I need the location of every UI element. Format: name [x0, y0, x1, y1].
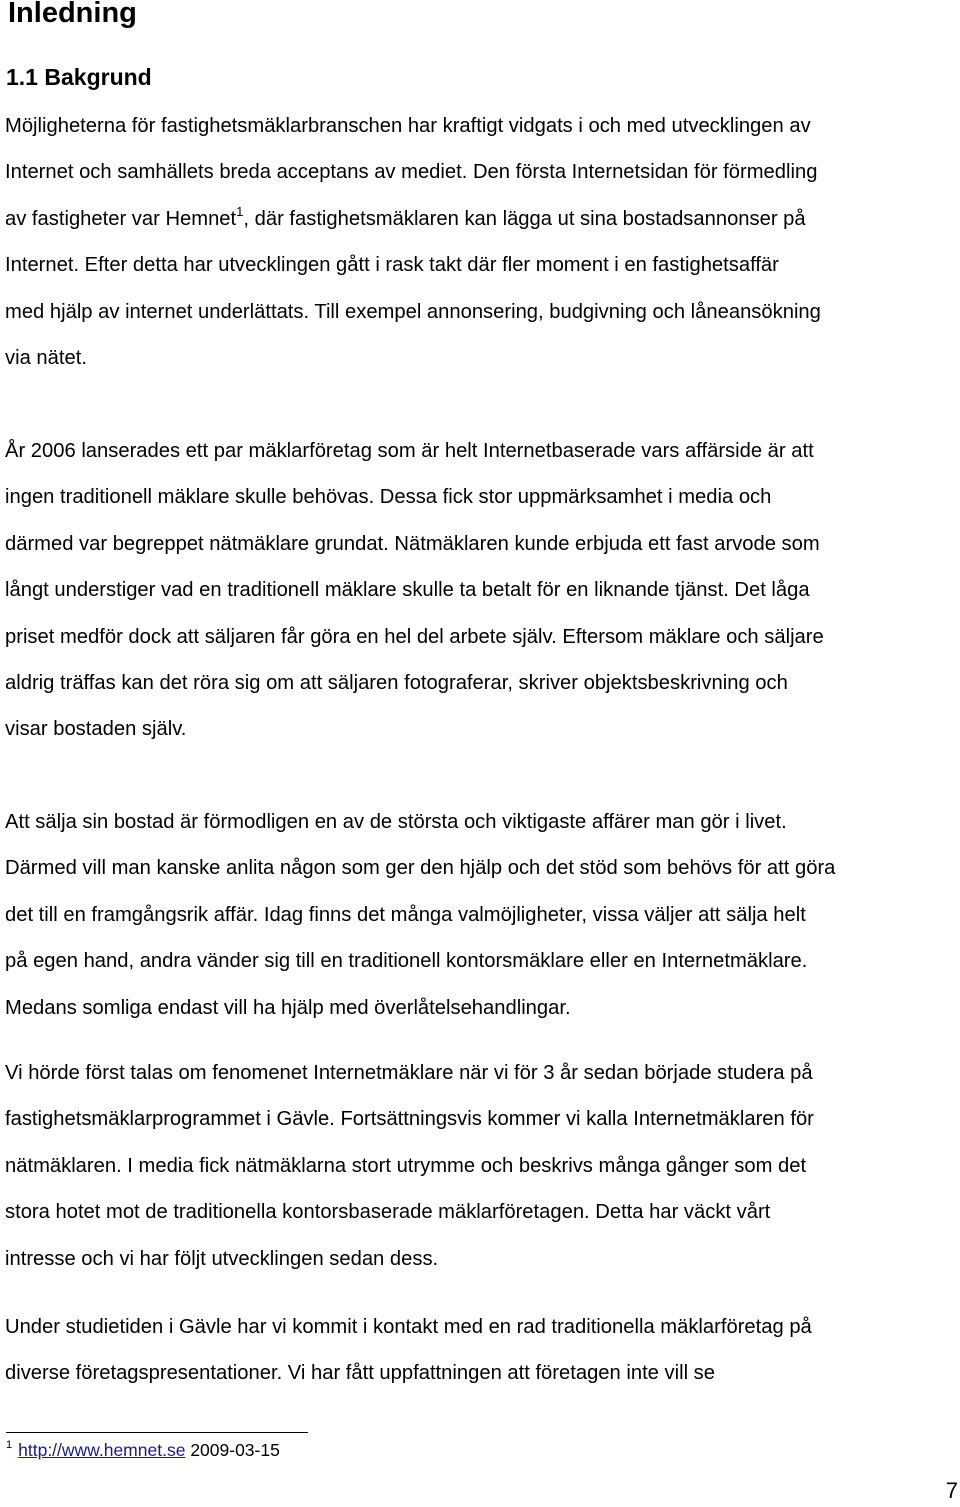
text-line: med hjälp av internet underlättats. Till exempel annonsering, budgivning och låneansökning — [5, 300, 821, 323]
text-line: Därmed vill man kanske anlita någon som ger den hjälp och det stöd som behövs för att göra — [5, 857, 836, 880]
text-line: aldrig träffas kan det röra sig om att säljaren fotograferar, skriver objektsbeskrivning och — [5, 671, 788, 694]
text-line: Att sälja sin bostad är förmodligen en av de största och viktigaste affärer man gör i livet. — [5, 811, 787, 833]
footnote-separator — [6, 1432, 308, 1433]
text-line: Vi hörde först talas om fenomenet Internetmäklare när vi för 3 år sedan började studera på — [5, 1062, 813, 1084]
text-line: ingen traditionell mäklare skulle behövas. Dessa fick stor uppmärksamhet i media och — [5, 486, 772, 509]
text-line: därmed var begreppet nätmäklare grundat. Nätmäklaren kunde erbjuda ett fast arvode som — [5, 532, 820, 555]
paragraph-background-5 — [5, 1304, 957, 1397]
text-line: Möjligheterna för fastighetsmäklarbranschen har kraftigt vidgats i och med utvecklingen av — [5, 115, 811, 137]
footnote-number: 1 — [6, 1439, 13, 1451]
text-line: intresse och vi har följt utvecklingen sedan dess. — [5, 1247, 439, 1270]
text-line: via nätet. — [5, 346, 87, 369]
section-heading — [6, 61, 152, 93]
text-line: Medans somliga endast vill ha hjälp med överlåtelsehandlingar. — [5, 996, 571, 1019]
footnote — [6, 1438, 280, 1462]
text-line: långt understiger vad en traditionell mäklare skulle ta betalt för en liknande tjänst. Det låga — [5, 579, 810, 602]
text-line: Internet och samhällets breda acceptans av mediet. Den första Internetsidan för förmedling — [5, 161, 818, 184]
text-line: på egen hand, andra vänder sig till en traditionell kontorsmäklare eller en Internetmäklare. — [5, 950, 808, 973]
footnote-reference[interactable]: 1 — [236, 203, 244, 219]
text-line: visar bostaden själv. — [5, 718, 187, 741]
text-line — [5, 196, 957, 242]
text-line: fastighetsmäklarprogrammet i Gävle. Fortsättningsvis kommer vi kalla Internetmäklaren för — [5, 1108, 814, 1131]
text-line: Under studietiden i Gävle har vi kommit i kontakt med en rad traditionella mäklarföretag på — [5, 1316, 812, 1338]
text-line: diverse företagspresentationer. Vi har fått uppfattningen att företagen inte vill se — [5, 1362, 716, 1385]
page-number: 7 — [945, 1478, 958, 1503]
section-title: Bakgrund — [44, 64, 152, 90]
text-line: nätmäklaren. I media fick nätmäklarna stort utrymme och beskrivs många gånger som det — [5, 1154, 807, 1177]
paragraph-background-1 — [5, 103, 957, 381]
paragraph-background-2 — [5, 428, 957, 753]
text-segment: , där fastighetsmäklaren kan lägga ut sina bostadsannonser på — [243, 207, 806, 230]
chapter-title: Inledning — [8, 0, 137, 29]
text-line: År 2006 lanserades ett par mäklarföretag som är helt Internetbaserade vars affärside är att — [5, 440, 814, 462]
text-line: priset medför dock att säljaren får göra en hel del arbete själv. Eftersom mäklare och säljare — [5, 625, 824, 648]
footnote-date: 2009-03-15 — [190, 1440, 280, 1460]
section-number: 1.1 — [6, 64, 38, 90]
paragraph-background-3 — [5, 799, 957, 1031]
text-line: Internet. Efter detta har utvecklingen gått i rask takt där fler moment i en fastighetsaffär — [5, 254, 779, 277]
paragraph-background-4 — [5, 1050, 957, 1282]
text-line: stora hotet mot de traditionella kontorsbaserade mäklarföretagen. Detta har väckt vårt — [5, 1201, 771, 1224]
text-segment: av fastigheter var Hemnet — [5, 207, 237, 230]
footnote-link[interactable]: http://www.hemnet.se — [18, 1440, 186, 1460]
text-line: det till en framgångsrik affär. Idag finns det många valmöjligheter, vissa väljer att sälja helt — [5, 903, 806, 926]
